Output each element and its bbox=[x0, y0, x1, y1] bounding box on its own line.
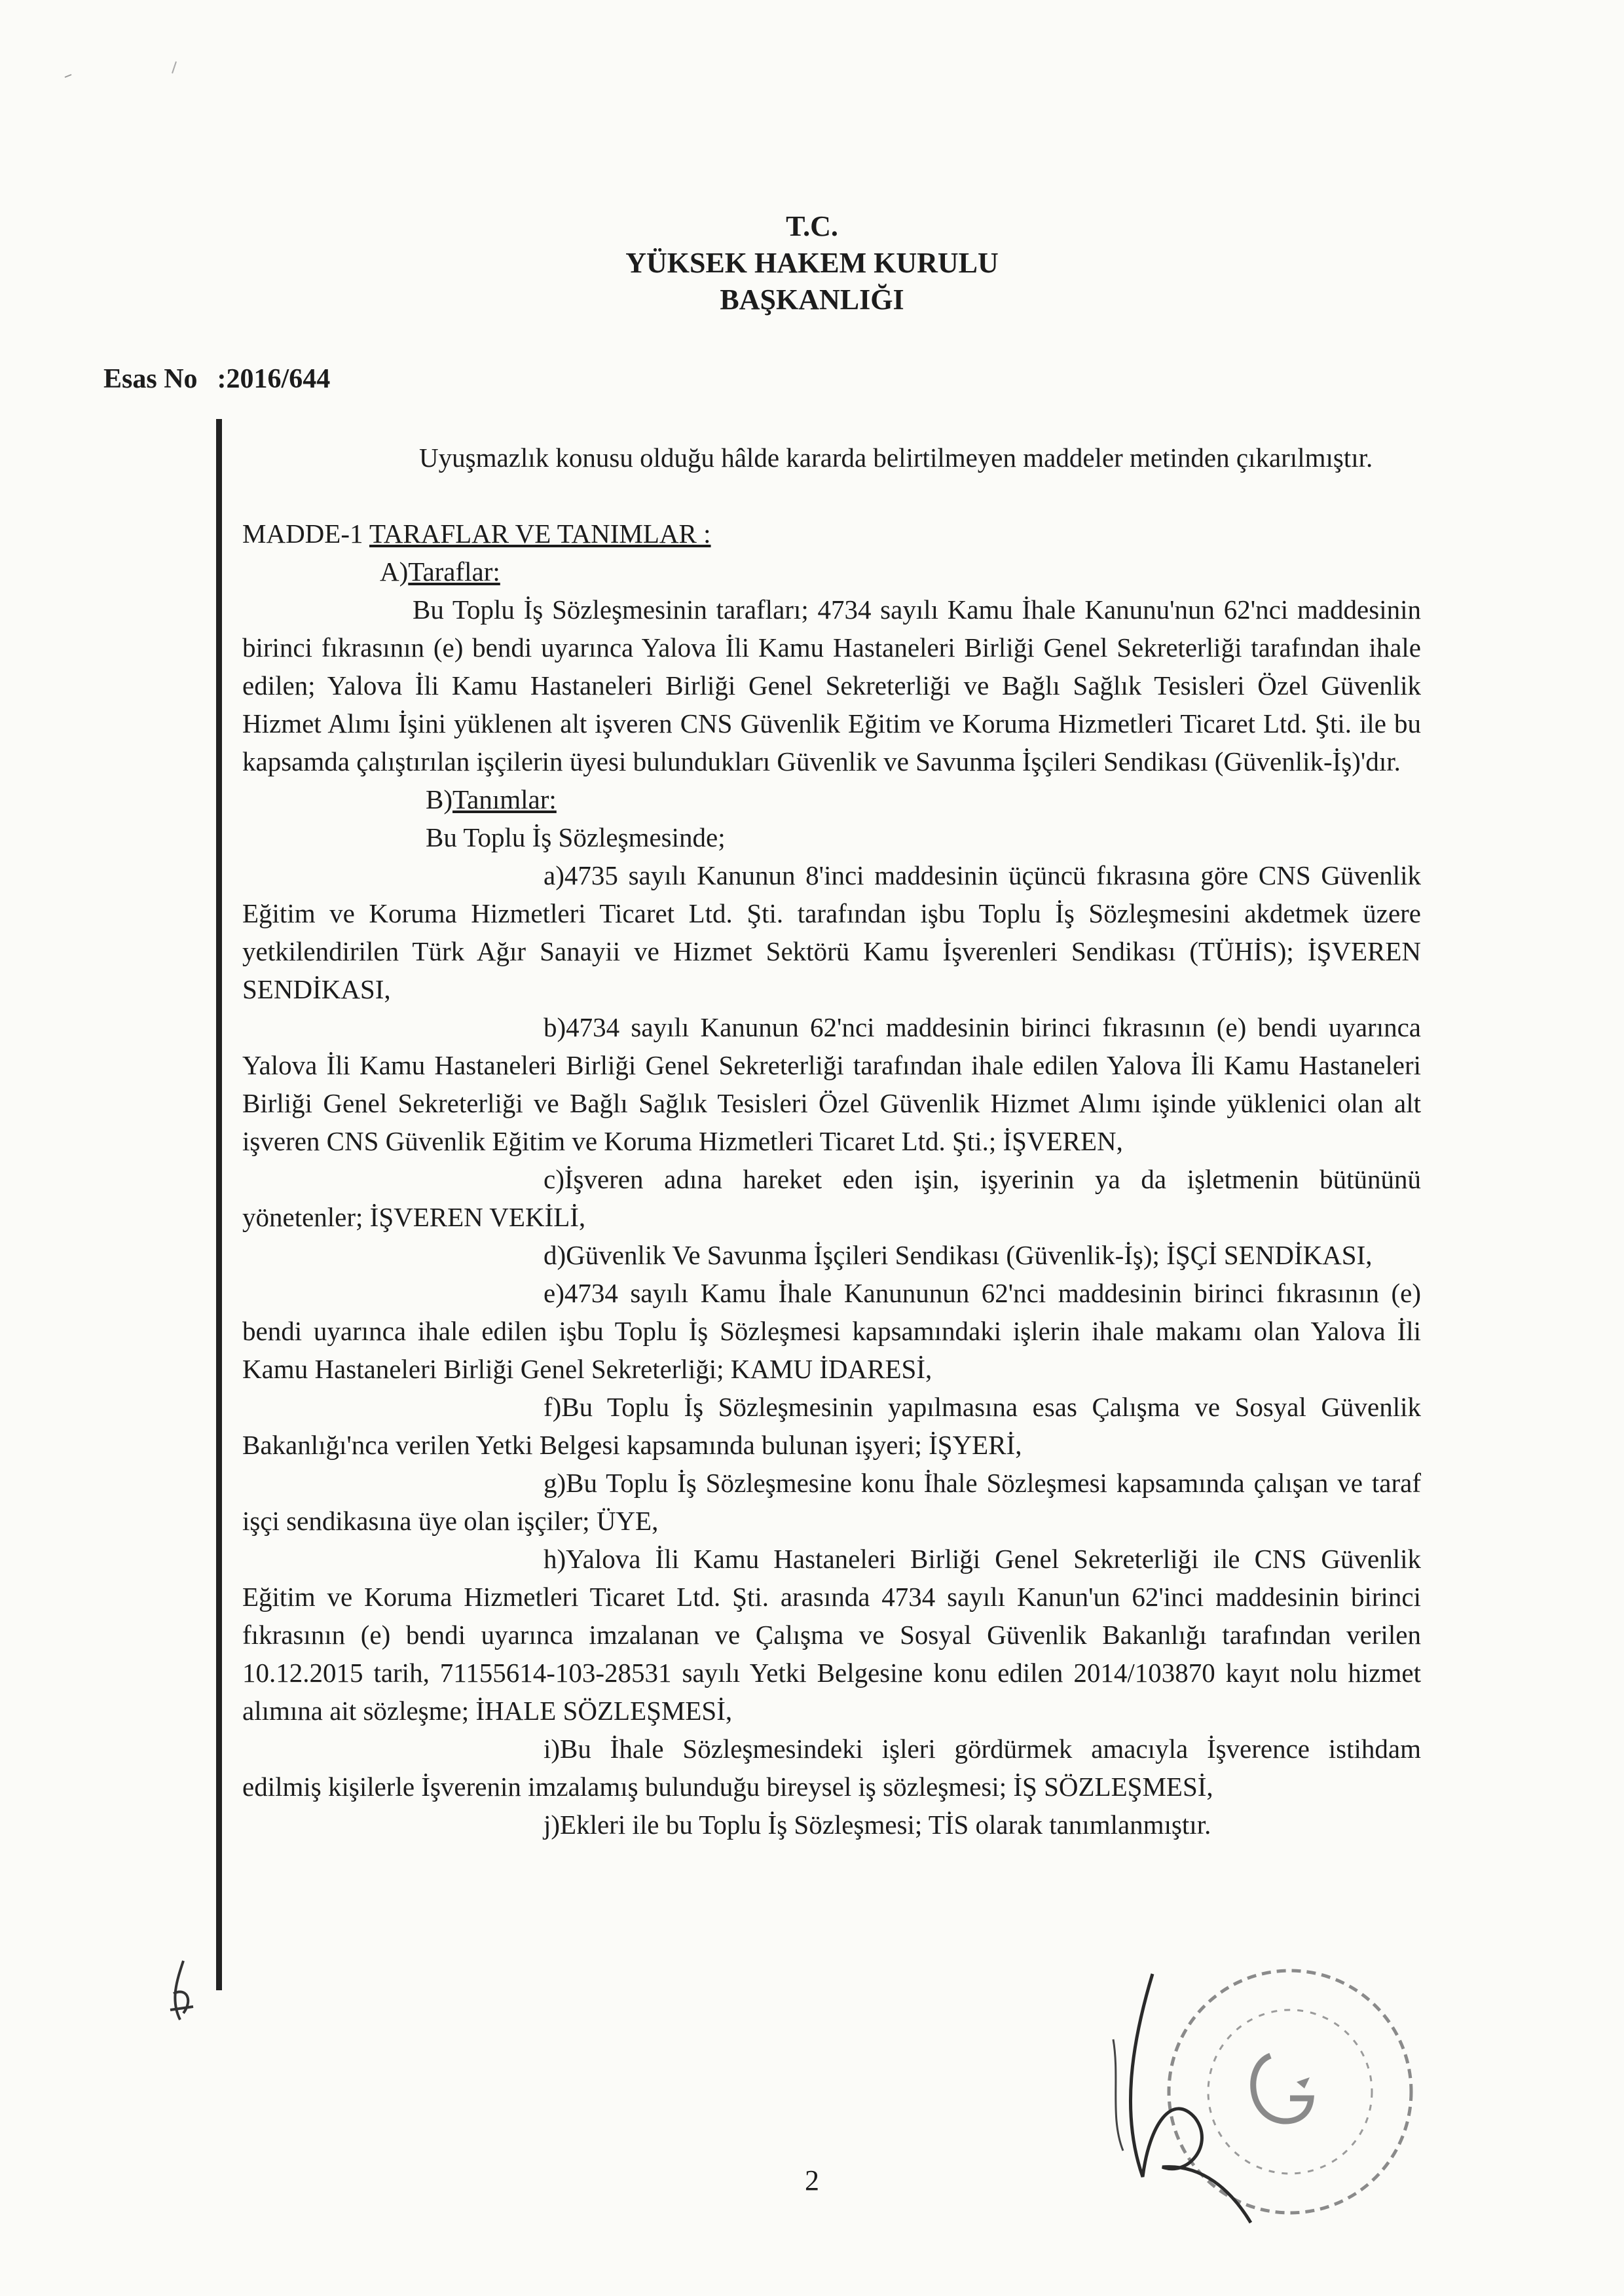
definition-g: g)Bu Toplu İş Sözleşmesine konu İhale Sözleşmesi kapsamında çalışan ve taraf işçi sendikasına üye olan işçiler; ÜYE, bbox=[242, 1468, 1421, 1536]
definition-e: e)4734 sayılı Kamu İhale Kanununun 62'nci maddesinin birinci fıkrasının (e) bendi uyarınca ihale edilen işbu Toplu İş Sözleşmesi kapsamındaki işlerin ihale makamı olan Yalova İli Kamu Hastaneleri Birliği Genel Sekreterliği; KAMU İDARESİ, bbox=[242, 1278, 1421, 1384]
header-tc: T.C. bbox=[786, 210, 838, 242]
section-b-title: Tanımlar: bbox=[452, 784, 557, 814]
page-number: 2 bbox=[805, 2164, 819, 2196]
margin-bar bbox=[216, 419, 222, 1990]
article-heading bbox=[242, 515, 1421, 553]
definition-d: d)Güvenlik Ve Savunma İşçileri Sendikası (Güvenlik-İş); İŞÇİ SENDİKASI, bbox=[544, 1240, 1373, 1270]
section-b-lead: Bu Toplu İş Sözleşmesinde; bbox=[426, 822, 726, 852]
definition-b: b)4734 sayılı Kanunun 62'nci maddesinin birinci fıkrasının (e) bendi uyarınca Yalova İli Kamu Hastaneleri Birliği Genel Sekreterliği tarafından ihale edilen Yalova İli Kamu Hastaneleri Birliği Genel Sekreterliği ve Bağlı Sağlık Tesisleri Özel Güvenlik Hizmet Alımı işinde yüklenici olan alt işveren CNS Güvenlik Eğitim ve Koruma Hizmetleri Ticaret Ltd. Şti.; İŞVEREN, bbox=[242, 1012, 1421, 1156]
header-office: BAŞKANLIĞI bbox=[720, 283, 904, 316]
definition-a: a)4735 sayılı Kanunun 8'inci maddesinin üçüncü fıkrasına göre CNS Güvenlik Eğitim ve Koruma Hizmetleri Ticaret Ltd. Şti. tarafından işbu Toplu İş Sözleşmesini akdetmek üzere yetkilendirilen Türk Ağır Sanayii ve Hizmet Sektörü Kamu İşverenleri Sendikası (TÜHİS); İŞVEREN SENDİKASI, bbox=[242, 860, 1421, 1004]
spacer bbox=[242, 477, 1421, 515]
section-b-heading bbox=[242, 780, 1421, 818]
section-a-title: Taraflar: bbox=[408, 556, 500, 587]
document-body bbox=[242, 439, 1421, 1844]
case-number bbox=[103, 363, 330, 395]
case-number-value: :2016/644 bbox=[217, 364, 331, 394]
document-header bbox=[0, 208, 1624, 318]
section-a-heading bbox=[242, 553, 1421, 591]
case-number-label: Esas No bbox=[103, 364, 198, 394]
intro-note: Uyuşmazlık konusu olduğu hâlde kararda belirtilmeyen maddeler metinden çıkarılmıştır. bbox=[419, 443, 1373, 473]
section-b-prefix: B) bbox=[426, 784, 452, 814]
article-title: TARAFLAR VE TANIMLAR : bbox=[369, 519, 711, 549]
article-prefix: MADDE-1 bbox=[242, 519, 369, 549]
definition-h: h)Yalova İli Kamu Hastaneleri Birliği Genel Sekreterliği ile CNS Güvenlik Eğitim ve Koruma Hizmetleri Ticaret Ltd. Şti. arasında 4734 sayılı Kanun'un 62'inci maddesinin birinci fıkrasının (e) bendi uyarınca imzalanan ve Çalışma ve Sosyal Güvenlik Bakanlığı tarafından verilen 10.12.2015 tarih, 71155614-103-28531 sayılı Yetki Belgesine konu edilen 2014/103870 kayıt nolu hizmet alımına ait sözleşme; İHALE SÖZLEŞMESİ, bbox=[242, 1544, 1421, 1726]
definition-f: f)Bu Toplu İş Sözleşmesinin yapılmasına esas Çalışma ve Sosyal Güvenlik Bakanlığı'nca verilen Yetki Belgesi kapsamında bulunan işyeri; İŞYERİ, bbox=[242, 1392, 1421, 1460]
paraph-initial-icon bbox=[157, 1954, 210, 2033]
section-a-text: Bu Toplu İş Sözleşmesinin tarafları; 4734 sayılı Kamu İhale Kanunu'nun 62'nci maddesinin birinci fıkrasının (e) bendi uyarınca Yalova İli Kamu Hastaneleri Birliği Genel Sekreterliği tarafından ihale edilen; Yalova İli Kamu Hastaneleri Birliği Genel Sekreterliği ve Bağlı Sağlık Tesisleri Özel Güvenlik Hizmet Alımı İşini yüklenen alt işveren CNS Güvenlik Eğitim ve Koruma Hizmetleri Ticaret Ltd. Şti. ile bu kapsamda çalıştırılan işçilerin üyesi bulundukları Güvenlik ve Savunma İşçileri Sendikası (Güvenlik-İş)'dır. bbox=[242, 594, 1421, 776]
section-a-prefix: A) bbox=[380, 556, 409, 587]
definition-j: j)Ekleri ile bu Toplu İş Sözleşmesi; TİS olarak tanımlanmıştır. bbox=[544, 1810, 1211, 1840]
definition-i: i)Bu İhale Sözleşmesindeki işleri gördürmek amacıyla İşverence istihdam edilmiş kişilerle İşverenin imzalamış bulunduğu bireysel iş sözleşmesi; İŞ SÖZLEŞMESİ, bbox=[242, 1734, 1421, 1802]
definition-c: c)İşveren adına hareket eden işin, işyerinin ya da işletmenin bütününü yönetenler; İŞVEREN VEKİLİ, bbox=[242, 1164, 1421, 1232]
scan-speck-icon bbox=[62, 54, 193, 93]
header-institution: YÜKSEK HAKEM KURULU bbox=[625, 247, 999, 279]
